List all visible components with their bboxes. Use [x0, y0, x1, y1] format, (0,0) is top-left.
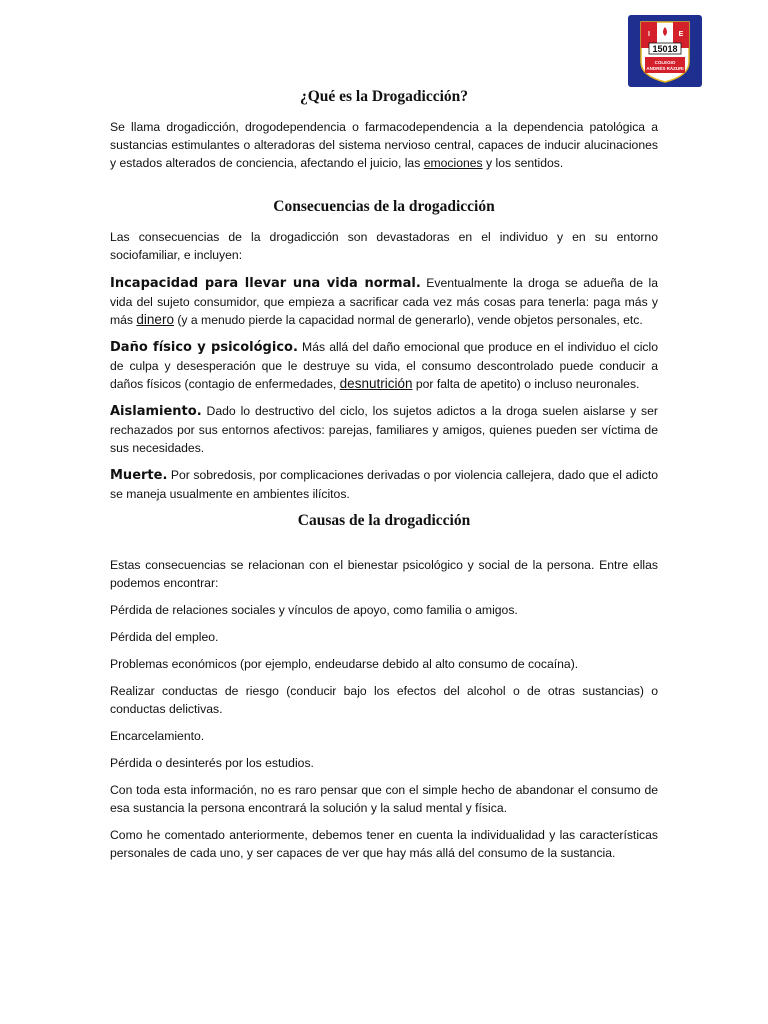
paragraph-definition	[110, 118, 658, 172]
item-lead: Aislamiento.	[110, 404, 202, 419]
paragraph-consecuencias-intro: Las consecuencias de la drogadicción son devastadoras en el individuo y en su entorno sociofamiliar, e incluyen:	[110, 230, 658, 262]
link-dinero[interactable]: dinero	[136, 312, 174, 327]
item-lead: Daño físico y psicológico.	[110, 340, 298, 355]
heading-consecuencias: Consecuencias de la drogadicción	[273, 198, 495, 215]
list-item: Pérdida del empleo.	[110, 630, 219, 644]
item-muerte	[110, 466, 658, 503]
item-text: Eventualmente la droga se adueña de la vida del sujeto consumidor, que empieza a sacrificar cada vez más cosas para tenerla: paga más y más	[110, 276, 658, 327]
item-incapacidad	[110, 274, 658, 329]
logo-line-1: COLEGIO	[654, 60, 676, 65]
document-body	[110, 88, 658, 871]
paragraph-closing-2: Como he comentado anteriormente, debemos tener en cuenta la individualidad y las características personales de cada uno, y ser capaces de ver que hay más allá del consumo de la sustancia.	[110, 828, 658, 860]
item-text: Más allá del daño emocional que produce en el individuo el ciclo de culpa y desesperación que le destruye su vida, el consumo descontrolado puede conducir a daños físicos (contagio de enfermedades,	[110, 340, 659, 391]
item-dano	[110, 338, 658, 393]
school-logo	[627, 14, 703, 88]
heading-causas: Causas de la drogadicción	[297, 512, 471, 529]
item-text: Dado lo destructivo del ciclo, los sujetos adictos a la droga suelen aislarse y ser rechazados por sus entornos afectivos: parejas, familiares y amigos, quienes pueden ser víctima de sus necesidades.	[110, 404, 658, 455]
item-text-end: (y a menudo pierde la capacidad normal de generarlo), vende objetos personales, etc.	[173, 313, 643, 327]
logo-line-2: ANDRÉS RÁZURI	[646, 66, 684, 71]
paragraph-closing-1: Con toda esta información, no es raro pensar que con el simple hecho de abandonar el consumo de esa sustancia la persona encontrará la solución y la salud mental y física.	[110, 783, 658, 815]
link-emociones[interactable]: emociones	[423, 156, 483, 170]
list-item: Encarcelamiento.	[110, 729, 205, 743]
logo-letter-e: E	[678, 31, 684, 38]
list-item: Pérdida o desinterés por los estudios.	[110, 756, 314, 770]
item-text: Por sobredosis, por complicaciones derivadas o por violencia callejera, dado que el adicto se maneja usualmente en ambientes ilícitos.	[110, 468, 658, 501]
item-text-end: por falta de apetito) o incluso neuronales.	[412, 377, 640, 391]
link-desnutricion[interactable]: desnutrición	[339, 376, 413, 391]
logo-letter-i: I	[648, 31, 650, 38]
list-item: Pérdida de relaciones sociales y vínculos de apoyo, como familia o amigos.	[110, 603, 518, 617]
list-item: Realizar conductas de riesgo (conducir bajo los efectos del alcohol o de otras sustancias) o conductas delictivas.	[110, 684, 658, 716]
heading-que-es: ¿Qué es la Drogadicción?	[299, 88, 469, 105]
item-aislamiento	[110, 402, 658, 457]
list-item: Problemas económicos (por ejemplo, endeudarse debido al alto consumo de cocaína).	[110, 657, 579, 671]
logo-number: 15018	[652, 44, 678, 54]
item-lead: Muerte.	[110, 468, 168, 483]
item-lead: Incapacidad para llevar una vida normal.	[110, 276, 421, 291]
definition-text: Se llama drogadicción, drogodependencia o farmacodependencia a la dependencia patológica a sustancias estimulantes o alteradoras del sistema nervioso central, capaces de inducir alucinaciones y estados alterados de conciencia, afectando el juicio, las	[110, 120, 658, 170]
definition-text-end: y los sentidos.	[482, 156, 564, 170]
paragraph-causas-intro: Estas consecuencias se relacionan con el bienestar psicológico y social de la persona. Entre ellas podemos encontrar:	[110, 558, 658, 590]
